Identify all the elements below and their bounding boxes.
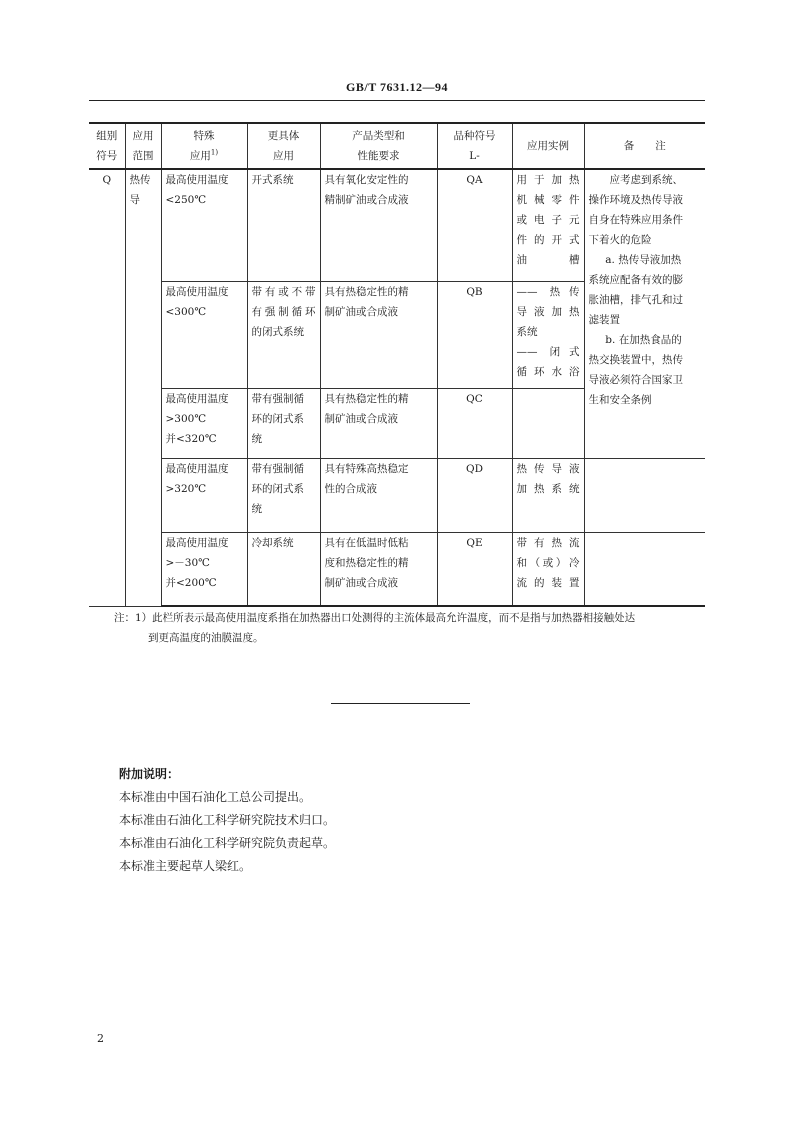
- section-separator: [331, 703, 470, 704]
- classification-table: [89, 122, 705, 607]
- col-header-scope: 应用 范围: [125, 123, 161, 169]
- additional-note-line: 本标准由石油化工科学研究院负责起草。: [119, 836, 336, 850]
- product-cell: 具有在低温时低粘 度和热稳定性的精 制矿油或合成液: [320, 532, 437, 606]
- example-cell: 热传导液 加热系统: [512, 458, 584, 532]
- special-cell: 最高使用温度 <250℃: [161, 169, 247, 281]
- remarks-cell: 应考虑到系统、 操作环境及热传导液 自身在特殊应用条件 下着火的危险 a. 热传导液加热 系统应配备有效的膨 胀油槽，排气孔和过 滤装置 b. 在加热食品的 热交换装置中，热传 导液必须符合国家卫 生和安全条例: [584, 169, 705, 458]
- additional-note-line: 本标准由石油化工科学研究院技术归口。: [119, 813, 336, 827]
- specific-cell: 开式系统: [247, 169, 320, 281]
- code-cell: QB: [437, 281, 512, 388]
- special-cell: 最高使用温度 >300℃ 并<320℃: [161, 388, 247, 458]
- additional-note-line: 本标准由中国石油化工总公司提出。: [119, 790, 312, 804]
- table-row: [89, 169, 705, 281]
- product-cell: 具有氧化安定性的 精制矿油或合成液: [320, 169, 437, 281]
- col-header-group: 组别 符号: [89, 123, 125, 169]
- additional-notes: [119, 763, 335, 878]
- specific-cell: 带有强制循 环的闭式系 统: [247, 388, 320, 458]
- example-cell: [512, 388, 584, 458]
- example-cell: 带有热流 和（或）冷 流的装置: [512, 532, 584, 606]
- col-header-code: 品种符号 L-: [437, 123, 512, 169]
- special-cell: 最高使用温度 >320℃: [161, 458, 247, 532]
- col-header-product: 产品类型和 性能要求: [320, 123, 437, 169]
- product-cell: 具有热稳定性的精 制矿油或合成液: [320, 388, 437, 458]
- footnote-line: 注：1）此栏所表示最高使用温度系指在加热器出口处测得的主流体最高允许温度，而不是指与加热器相接触处达: [114, 612, 636, 624]
- header-rule: [89, 100, 705, 101]
- code-cell: QD: [437, 458, 512, 532]
- footnote-line: 到更高温度的油膜温度。: [148, 632, 264, 644]
- table-row: [89, 458, 705, 532]
- special-cell: 最高使用温度 <300℃: [161, 281, 247, 388]
- application-scope: 热传导: [125, 169, 161, 606]
- example-cell: 用于加热 机械零件 或电子元 件的开式 油槽: [512, 169, 584, 281]
- code-cell: QE: [437, 532, 512, 606]
- document-code: GB/T 7631.12—94: [346, 80, 448, 94]
- additional-notes-title: 附加说明：: [119, 767, 180, 781]
- code-cell: QA: [437, 169, 512, 281]
- group-symbol: Q: [89, 169, 125, 606]
- col-header-example: 应用实例: [512, 123, 584, 169]
- col-header-specific: 更具体 应用: [247, 123, 320, 169]
- product-cell: 具有特殊高热稳定 性的合成液: [320, 458, 437, 532]
- product-cell: 具有热稳定性的精 制矿油或合成液: [320, 281, 437, 388]
- table-row: [89, 532, 705, 606]
- remarks-empty-cell: [584, 532, 705, 606]
- table-header-row: [89, 123, 705, 169]
- page-number: 2: [97, 1032, 104, 1045]
- col-header-special: 特殊 应用$^{1)}$: [161, 123, 247, 169]
- specific-cell: 带有强制循 环的闭式系 统: [247, 458, 320, 532]
- col-header-remarks: 备 注: [584, 123, 705, 169]
- table-footnote: [114, 608, 714, 648]
- specific-cell: 带有或不带 有强制循环 的闭式系统: [247, 281, 320, 388]
- specific-cell: 冷却系统: [247, 532, 320, 606]
- example-cell: —— 热传 导液加热 系统 —— 闭式 循环水浴: [512, 281, 584, 388]
- additional-note-line: 本标准主要起草人梁红。: [119, 859, 252, 873]
- remarks-empty-cell: [584, 458, 705, 532]
- special-cell: 最高使用温度 >－30℃ 并<200℃: [161, 532, 247, 606]
- code-cell: QC: [437, 388, 512, 458]
